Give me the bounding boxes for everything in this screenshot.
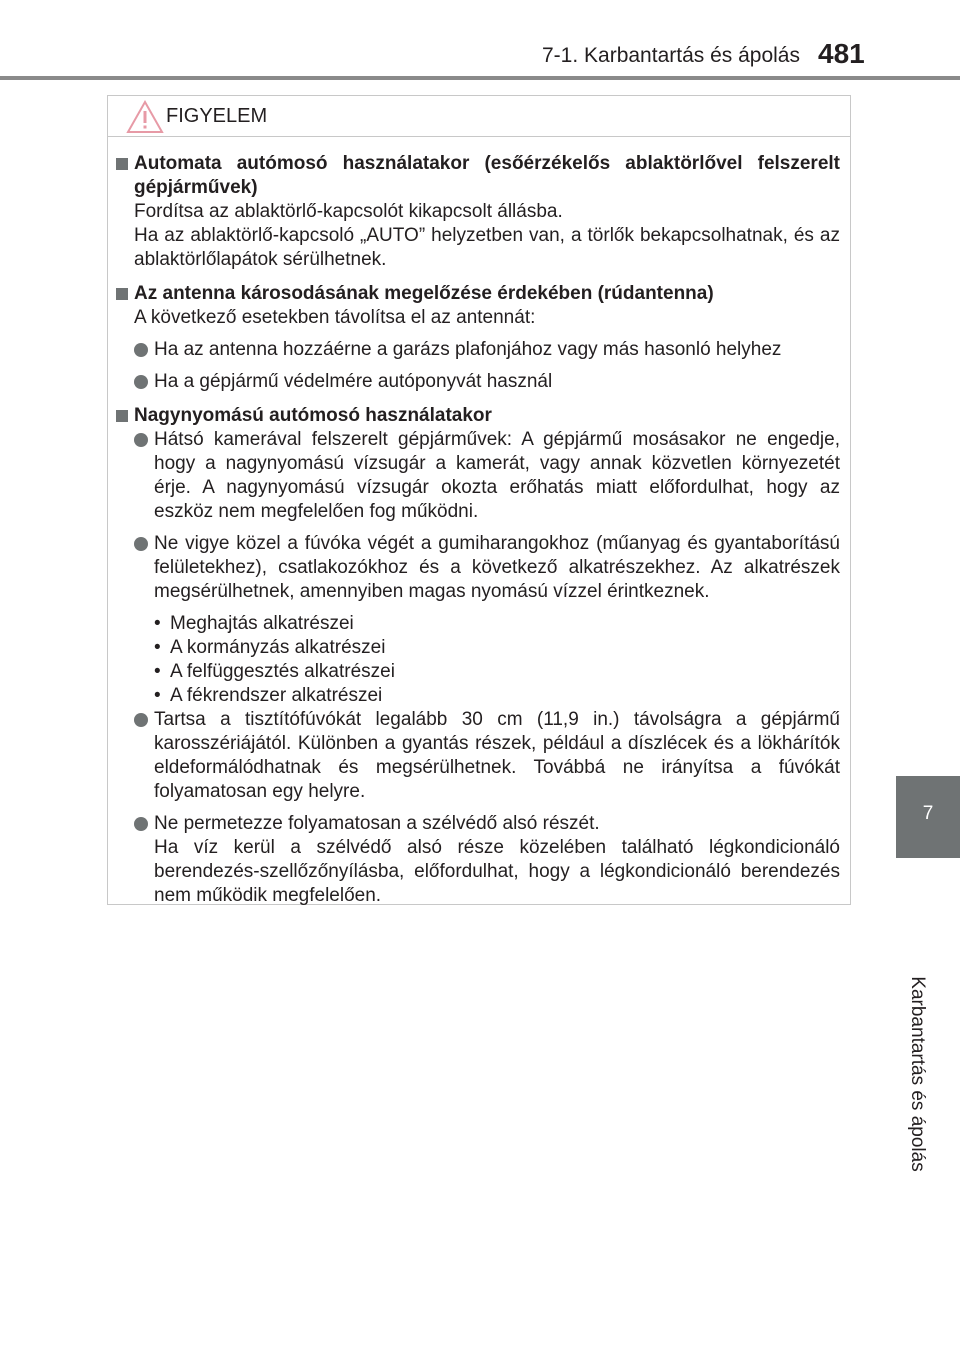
section-title: 7-1. Karbantartás és ápolás	[542, 44, 800, 67]
list-item	[134, 370, 840, 394]
warning-box	[107, 95, 851, 905]
sub-list-item: • A fékrendszer alkatrészei	[154, 684, 840, 708]
list-item	[134, 338, 840, 362]
circle-bullet-icon	[134, 375, 148, 389]
square-bullet-icon	[116, 410, 128, 422]
section-pressure-washer	[108, 404, 850, 908]
list-item-text: Ne permetezze folyamatosan a szélvédő alsó részét.	[154, 813, 600, 834]
section-antenna	[108, 282, 850, 394]
circle-bullet-icon	[134, 433, 148, 447]
chapter-tab	[896, 776, 960, 858]
circle-bullet-icon	[134, 343, 148, 357]
section-title-antenna: Az antenna károsodásának megelőzése érdekében (rúdantenna)	[134, 283, 714, 304]
warning-content	[108, 152, 850, 918]
list-item-text: Ha víz kerül a szélvédő alsó része közelében található légkondicionáló berendezés-szellőzőnyílásba, előfordulhat, hogy a légkondicionáló berendezés nem működik megfelelően.	[154, 837, 840, 906]
header-rule	[0, 76, 960, 80]
list-item-text: Hátsó kamerával felszerelt gépjárművek: A gépjármű mosásakor ne engedje, hogy a nagynyomású vízsugár a kamerát, vagy annak közvetlen környezetét érje. A nagynyomású vízsugár okozta erőhatás miatt előfordulhat, hogy az eszköz nem megfelelően fog működni.	[154, 429, 840, 522]
list-item-text: Ha az antenna hozzáérne a garázs plafonjához vagy más hasonló helyhez	[154, 339, 782, 360]
list-item	[134, 708, 840, 804]
warning-header	[108, 96, 850, 137]
section-title-pressure-washer: Nagynyomású autómosó használatakor	[134, 405, 492, 426]
list-item-text: Tartsa a tisztítófúvókát legalább 30 cm (11,9 in.) távolságra a gépjármű karosszériájától. Különben a gyantás részek, például a díszlécek és a lökhárítók eldeformálódhatnak és megsérülhetnek. Továbbá ne irányítsa a fúvókát folyamatosan egy helyre.	[154, 709, 840, 802]
paragraph: Ha az ablaktörlő-kapcsoló „AUTO” helyzetben van, a törlők bekapcsolhatnak, és az ablaktörlőlapátok sérülhetnek.	[134, 225, 840, 270]
page-number: 481	[818, 38, 865, 69]
list-item	[134, 428, 840, 524]
list-item	[134, 532, 840, 604]
chapter-number: 7	[922, 803, 934, 824]
sub-list-item: • A kormányzás alkatrészei	[154, 636, 840, 660]
list-item	[134, 812, 840, 908]
paragraph: Fordítsa az ablaktörlő-kapcsolót kikapcsolt állásba.	[134, 201, 563, 222]
list-item-text: Ne vigye közel a fúvóka végét a gumiharangokhoz (műanyag és gyantaborítású felületekhez), csatlakozókhoz és a következő alkatrészekhez. Az alkatrészek megsérülhetnek, amennyiben magas nyomású vízzel érintkeznek.	[154, 533, 840, 602]
chapter-label: Karbantartás és ápolás	[907, 976, 928, 1172]
circle-bullet-icon	[134, 817, 148, 831]
paragraph: A következő esetekben távolítsa el az antennát:	[134, 307, 536, 328]
list-item-text: Ha a gépjármű védelmére autóponyvát használ	[154, 371, 553, 392]
sub-list-item: • Meghajtás alkatrészei	[154, 612, 840, 636]
warning-triangle-icon	[126, 100, 164, 134]
warning-label: FIGYELEM	[166, 105, 268, 127]
section-wiper	[108, 152, 850, 272]
square-bullet-icon	[116, 288, 128, 300]
circle-bullet-icon	[134, 713, 148, 727]
sub-list	[134, 612, 840, 708]
sub-list-item: • A felfüggesztés alkatrészei	[154, 660, 840, 684]
circle-bullet-icon	[134, 537, 148, 551]
section-title-wiper: Automata autómosó használatakor (esőérzékelős ablaktörlővel felszerelt gépjárművek)	[134, 153, 840, 198]
square-bullet-icon	[116, 158, 128, 170]
